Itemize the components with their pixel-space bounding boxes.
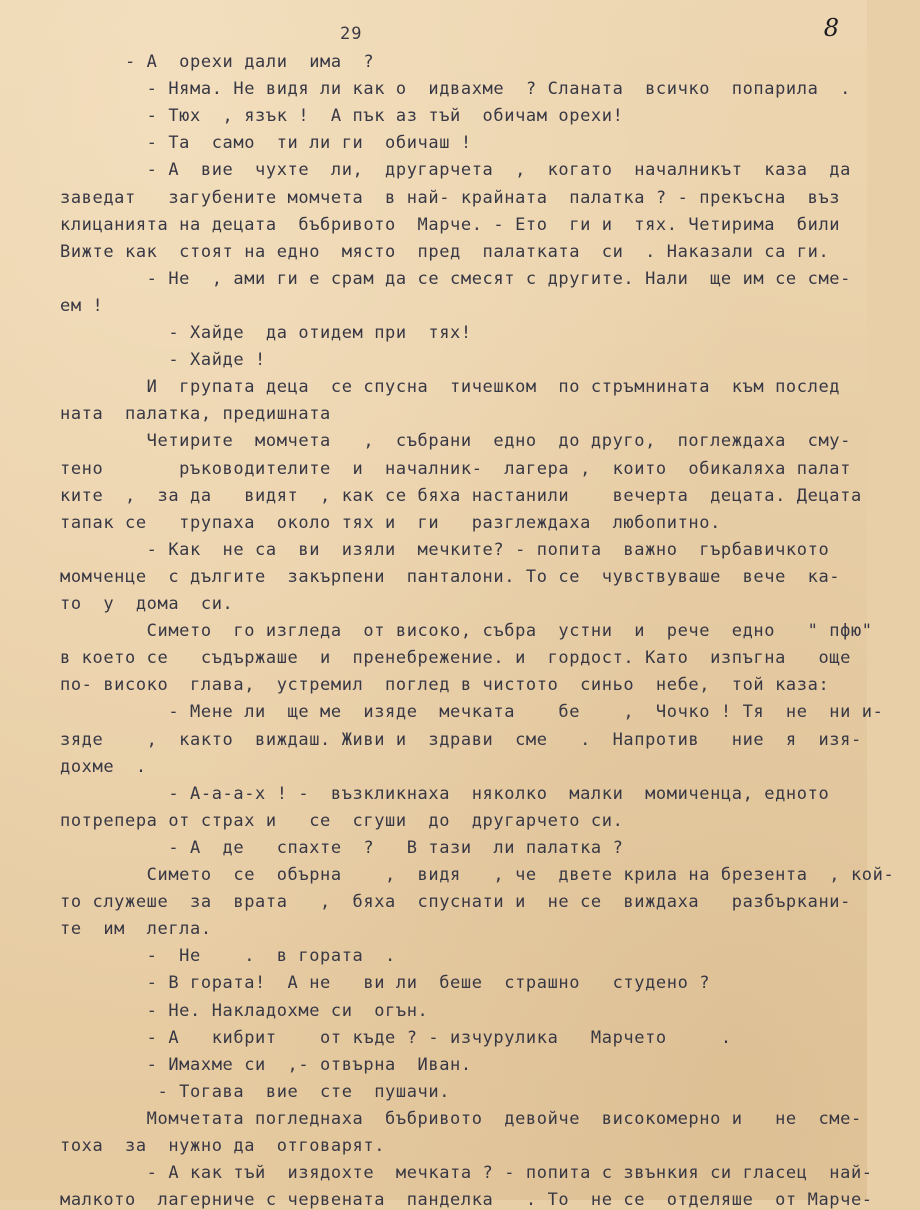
text-line: - Тогава вие сте пушачи. xyxy=(60,1081,451,1102)
text-line: момченце с дългите закърпени панталони. То се чувствуваше вече ка- xyxy=(60,566,841,587)
text-line: ем ! xyxy=(60,295,104,316)
text-line: - А орехи дали има ? xyxy=(60,52,375,72)
text-line: Вижте как стоят на едно място пред палатката си . Наказали са ги. xyxy=(60,241,830,262)
text-line: то у дома си. xyxy=(60,594,234,614)
text-line: Симето го изгледа от високо, събра устни и рече едно " пфю" xyxy=(60,621,873,642)
text-line: тено ръководителите и началник- лагера , които обикаляха палат xyxy=(60,458,851,479)
text-line: ките , за да видят , как се бяха настанили вечерта децата. Децата xyxy=(60,485,862,506)
text-line: - Няма. Не видя ли как о идвахме ? Сланата всичко попарила . xyxy=(60,79,851,100)
text-line: малкото лагерниче с червената панделка . То не се отделяше от Марче- xyxy=(60,1190,873,1210)
text-line: заведат загубените момчета в най- крайната палатка ? - прекъсна въз xyxy=(60,187,841,208)
text-line: клицанията на децата бъбривото Марче. - Ето ги и тях. Четирима били xyxy=(60,214,841,235)
text-line: - Имахме си ,- отвърна Иван. xyxy=(60,1054,472,1075)
handwritten-folio-number: 8 xyxy=(823,14,839,42)
text-line: И групата деца се спусна тичешком по стръмнината към послед xyxy=(60,377,841,398)
text-line: тапак се трупаха около тях и ги разглеждаха любопитно. xyxy=(60,512,721,533)
page-number: 29 xyxy=(340,24,363,44)
text-line: зяде , както виждаш. Живи и здрави сме . Напротив ние я изя- xyxy=(60,729,862,750)
text-line: дохме . xyxy=(60,756,147,777)
text-line: - А как тъй изядохте мечката ? - попита с звънкия си гласец най- xyxy=(60,1163,873,1184)
text-line: - Мене ли ще ме изяде мечката бе , Чочко ! Тя не ни и- xyxy=(60,702,884,723)
text-line: по- високо глава, устремил поглед в чистото синьо небе, той каза: xyxy=(60,675,830,696)
text-line: - Не . в гората . xyxy=(60,946,396,967)
text-line: потрепера от страх и се сгуши до другарчето си. xyxy=(60,810,624,831)
text-line: ната палатка, предишната xyxy=(60,404,331,425)
text-line: тоха за нужно да отговарят. xyxy=(60,1136,386,1156)
text-line: в което се съдържаше и пренебрежение. и гордост. Като изпъгна още xyxy=(60,648,851,669)
text-line: - А-а-а-х ! - възкликнаха няколко малки момиченца, едното xyxy=(60,783,830,804)
text-line: - Как не са ви изяли мечките? - попита важно гърбавичкото xyxy=(60,539,830,560)
text-line: - А вие чухте ли, другарчета , когато началникът каза да xyxy=(60,160,851,181)
text-line: - А де спахте ? В тази ли палатка ? xyxy=(60,837,624,858)
text-line: - Не , ами ги е срам да се смесят с другите. Нали ще им се сме- xyxy=(60,268,851,289)
text-line: - В гората! А не ви ли беше страшно студено ? xyxy=(60,973,711,994)
text-line: - Хайде ! xyxy=(60,350,266,371)
text-line: - А кибрит от къде ? - изчурулика Марчето . xyxy=(60,1027,732,1048)
text-line: то служеше за врата , бяха спуснати и не се виждаха разбъркани- xyxy=(60,892,851,913)
text-line: - Хайде да отидем при тях! xyxy=(60,323,472,343)
text-line: - Не. Накладохме си огън. xyxy=(60,1000,429,1021)
text-line: Симето се обърна , видя , че двете крила на брезента , кой- xyxy=(60,865,895,885)
text-line: Момчетата погледнаха бъбривото девойче високомерно и не сме- xyxy=(60,1108,862,1129)
text-line: - Та само ти ли ги обичаш ! xyxy=(60,133,472,154)
text-line: те им легла. xyxy=(60,919,212,940)
text-line: - Тюх , язък ! А пък аз тъй обичам орехи! xyxy=(60,106,624,127)
text-line: Четирите момчета , събрани едно до друго, поглеждаха сму- xyxy=(60,431,851,452)
